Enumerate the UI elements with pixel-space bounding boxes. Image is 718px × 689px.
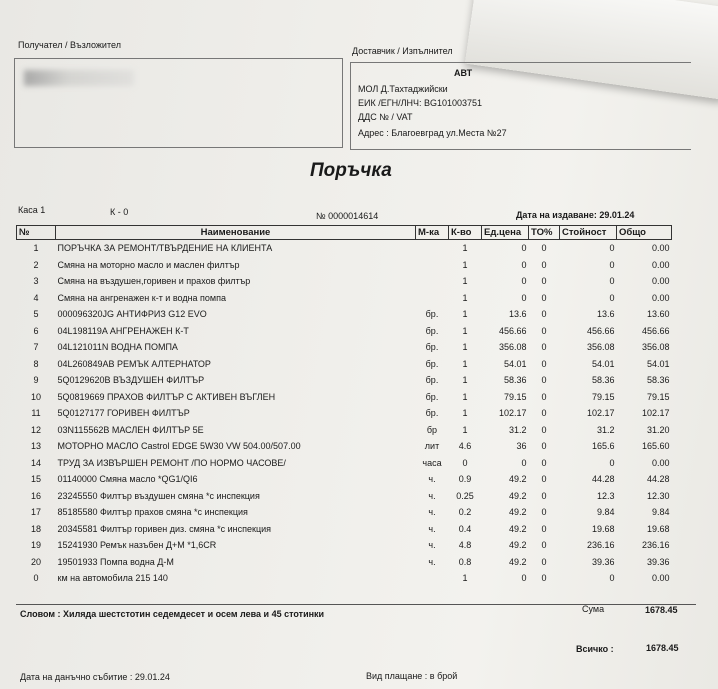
table-row [17,554,672,571]
sum-value: 1678.45 [645,605,678,615]
row-number: 17 [30,507,41,518]
item-name: 20345581 Филтър горивен диз. смяна *с инспекция [57,523,272,534]
item-discount: 0 [541,507,547,518]
row-number: 10 [30,391,41,402]
item-unit: бр. [425,375,439,386]
item-unit [416,257,449,274]
redacted-receiver-name [24,70,134,86]
item-unit-price: 49.2 [508,523,527,534]
order-number: № 0000014614 [316,211,379,221]
item-total: 102.17 [641,408,670,419]
row-number: 0 [33,573,39,584]
item-quantity: 1 [462,424,468,435]
item-value: 0 [609,573,615,584]
item-total: 54.01 [646,358,670,369]
row-number: 11 [31,408,41,419]
item-name: 5Q0127177 ГОРИВЕН ФИЛТЪР [57,408,190,419]
item-unit: лит [424,441,440,452]
table-row [17,455,672,472]
document-title: Поръчка [310,160,392,181]
item-value: 0 [609,243,615,254]
item-discount: 0 [541,358,547,369]
item-total: 31.20 [646,424,670,435]
item-name: 15241930 Ремък назъбен Д+М *1,6CR [57,540,217,551]
row-number: 6 [33,325,39,336]
item-discount: 0 [541,276,547,287]
payment-method: Вид плащане : в брой [366,671,458,681]
table-row [17,504,672,521]
supplier-address: Адрес : Благоевград ул.Места №27 [358,128,507,138]
item-unit-price: 49.2 [508,490,527,501]
row-number: 12 [30,424,41,435]
table-row [17,339,672,356]
receiver-label: Получател / Възложител [18,40,121,50]
item-quantity: 1 [462,391,468,402]
item-quantity: 0.2 [458,507,472,518]
table-row [17,389,672,406]
supplier-eik: ЕИК /ЕГН/ЛНЧ: BG101003751 [358,98,483,108]
amount-in-words: Словом : Хиляда шестстотин седемдесет и осем лева и 45 стотинки [20,609,325,619]
item-name: ТРУД ЗА ИЗВЪРШЕН РЕМОНТ /ПО НОРМО ЧАСОВЕ/ [57,457,286,468]
item-name: Смяна на въздушен,горивен и прахов филтър [57,276,251,287]
item-discount: 0 [541,573,547,584]
table-row [17,240,672,257]
item-quantity: 1 [462,358,468,369]
row-number: 9 [33,375,39,386]
table-row [17,521,672,538]
item-total: 356.08 [641,342,670,353]
item-unit: ч. [428,474,436,485]
col-header-qty: К-во [449,226,482,240]
item-value: 79.15 [591,391,615,402]
sum-label: Сума [582,604,605,614]
item-unit-price: 102.17 [498,408,527,419]
item-value: 0 [609,292,615,303]
item-unit-price: 0 [521,292,527,303]
item-total: 79.15 [646,391,670,402]
item-total: 0.00 [651,259,670,270]
item-unit: ч. [428,490,436,501]
item-discount: 0 [541,556,547,567]
item-unit [416,290,449,307]
item-quantity: 1 [462,573,468,584]
item-unit: бр. [425,408,439,419]
item-discount: 0 [541,375,547,386]
item-quantity: 1 [462,243,468,254]
row-number: 5 [33,309,39,320]
item-total: 58.36 [646,375,670,386]
item-unit-price: 356.08 [498,342,527,353]
table-row [17,306,672,323]
item-quantity: 1 [462,309,468,320]
row-number: 13 [30,441,41,452]
item-unit [416,570,449,587]
table-row [17,405,672,422]
item-unit-price: 54.01 [503,358,527,369]
col-header-unit-price: Ед.цена [482,226,529,240]
item-unit-price: 49.2 [508,507,527,518]
item-name: 04L260849AB РЕМЪК АЛТЕРНАТОР [57,358,211,369]
item-unit: ч. [428,523,436,534]
item-unit [416,273,449,290]
item-discount: 0 [541,490,547,501]
supplier-name: АВТ [454,68,473,78]
item-quantity: 1 [462,276,468,287]
item-discount: 0 [541,243,547,254]
item-total: 39.36 [646,556,670,567]
col-header-name: Наименование [56,226,416,240]
cash-register: Каса 1 [18,205,46,215]
item-total: 165.60 [641,441,670,452]
item-unit-price: 79.15 [503,391,527,402]
row-number: 1 [33,243,39,254]
item-name: 19501933 Помпа водна Д-М [57,556,174,567]
col-header-unit: М-ка [416,226,449,240]
item-unit-price: 0 [521,243,527,254]
item-value: 236.16 [586,540,615,551]
item-total: 0.00 [651,457,670,468]
item-unit: бр. [425,342,439,353]
row-number: 19 [30,540,41,551]
item-value: 13.6 [596,309,615,320]
item-quantity: 1 [462,342,468,353]
row-number: 3 [33,276,39,287]
item-unit-price: 456.66 [498,325,527,336]
item-unit-price: 0 [521,259,527,270]
item-discount: 0 [541,408,547,419]
item-total: 0.00 [651,573,670,584]
item-value: 9.84 [596,507,615,518]
item-discount: 0 [541,523,547,534]
item-name: Смяна на ангренажен к-т и водна помпа [57,292,226,303]
row-number: 8 [33,358,39,369]
item-unit-price: 58.36 [503,375,527,386]
item-unit: часа [422,457,442,468]
total-value: 1678.45 [646,643,679,653]
row-number: 7 [33,342,39,353]
item-unit: бр. [425,325,439,336]
table-row [17,422,672,439]
item-name: МОТОРНО МАСЛО Castrol EDGE 5W30 VW 504.00/507.00 [57,441,301,452]
table-row [17,372,672,389]
item-total: 13.60 [646,309,670,320]
item-quantity: 1 [462,325,468,336]
item-total: 19.68 [646,523,670,534]
supplier-label: Доставчик / Изпълнител [352,46,453,56]
table-row [17,323,672,340]
item-unit-price: 49.2 [508,540,527,551]
item-unit-price: 36 [516,441,527,452]
k-field: К - 0 [110,207,129,217]
table-row [17,257,672,274]
item-name: ПОРЪЧКА ЗА РЕМОНТ/ТВЪРДЕНИЕ НА КЛИЕНТА [57,243,273,254]
item-name: 03N115562B МАСЛЕН ФИЛТЪР 5Е [57,424,204,435]
item-value: 12.3 [596,490,615,501]
item-quantity: 0 [462,457,468,468]
item-discount: 0 [541,457,547,468]
col-header-value: Стойност [560,226,617,240]
item-total: 9.84 [651,507,670,518]
row-number: 18 [30,523,41,534]
item-value: 58.36 [591,375,615,386]
item-total: 44.28 [646,474,670,485]
item-value: 102.17 [586,408,615,419]
item-quantity: 1 [462,408,468,419]
table-row [17,356,672,373]
row-number: 4 [33,292,39,303]
item-quantity: 4.8 [458,540,472,551]
item-discount: 0 [541,424,547,435]
item-value: 0 [609,259,615,270]
item-total: 0.00 [651,276,670,287]
item-name: 5Q0129620B ВЪЗДУШЕН ФИЛТЪР [57,375,205,386]
item-discount: 0 [541,342,547,353]
item-unit: ч. [428,507,436,518]
item-unit-price: 49.2 [508,556,527,567]
item-name: 04L198119A АНГРЕНАЖЕН К-Т [57,325,189,336]
item-total: 0.00 [651,292,670,303]
item-unit-price: 13.6 [508,309,527,320]
item-value: 19.68 [591,523,615,534]
col-header-total: Общо [617,226,672,240]
item-discount: 0 [541,309,547,320]
item-quantity: 1 [462,259,468,270]
row-number: 20 [30,556,41,567]
item-discount: 0 [541,259,547,270]
table-row [17,570,672,587]
item-name: 85185580 Филтър прахов смяна *с инспекция [57,507,248,518]
item-value: 31.2 [596,424,615,435]
table-row [17,537,672,554]
tax-event-date: Дата на данъчно събитие : 29.01.24 [20,672,170,682]
item-total: 12.30 [646,490,670,501]
item-unit: бр. [425,309,439,320]
row-number: 15 [30,474,41,485]
item-value: 44.28 [591,474,615,485]
item-name: 23245550 Филтър въздушен смяна *с инспекция [57,490,260,501]
item-unit-price: 49.2 [508,474,527,485]
item-value: 0 [609,457,615,468]
item-name: Смяна на моторно масло и маслен филтър [57,259,240,270]
item-value: 39.36 [591,556,615,567]
row-number: 14 [30,457,41,468]
item-quantity: 0.4 [458,523,472,534]
item-discount: 0 [541,292,547,303]
col-header-discount: ТО% [529,226,560,240]
item-value: 165.6 [591,441,615,452]
item-unit-price: 0 [521,276,527,287]
row-number: 16 [30,490,41,501]
item-quantity: 0.8 [458,556,472,567]
item-quantity: 0.25 [456,490,474,501]
item-unit-price: 0 [521,457,527,468]
item-total: 456.66 [641,325,670,336]
item-unit [416,240,449,257]
table-row [17,438,672,455]
item-discount: 0 [541,441,547,452]
total-label: Всичко : [576,644,614,654]
item-unit: ч. [428,540,436,551]
item-name: км на автомобила 215 140 [57,573,168,584]
supplier-mol: МОЛ Д.Тахтаджийски [358,84,448,94]
item-value: 456.66 [586,325,615,336]
item-name: 04L121011N ВОДНА ПОМПА [57,342,178,353]
table-row [17,488,672,505]
item-unit-price: 31.2 [508,424,527,435]
item-discount: 0 [541,540,547,551]
supplier-vat: ДДС № / VAT [358,112,413,122]
item-value: 54.01 [591,358,615,369]
items-table [16,225,672,587]
item-name: 01140000 Смяна масло *QG1/QI6 [57,474,198,485]
item-quantity: 1 [462,375,468,386]
item-quantity: 1 [462,292,468,303]
table-row [17,471,672,488]
table-row [17,273,672,290]
item-unit: бр. [425,358,439,369]
item-name: 5Q0819669 ПРАХОВ ФИЛТЪР С АКТИВЕН ВЪГЛЕН [57,391,276,402]
item-total: 0.00 [651,243,670,254]
table-header-row [17,226,672,240]
item-unit: бр [426,424,438,435]
item-unit-price: 0 [521,573,527,584]
table-row [17,290,672,307]
item-total: 236.16 [641,540,670,551]
item-discount: 0 [541,474,547,485]
row-number: 2 [33,259,39,270]
item-discount: 0 [541,391,547,402]
col-header-no: № [17,226,56,240]
item-unit: бр. [425,391,439,402]
item-discount: 0 [541,325,547,336]
item-value: 356.08 [586,342,615,353]
issue-date: Дата на издаване: 29.01.24 [516,210,635,220]
item-name: 000096320JG АНТИФРИЗ G12 EVO [57,309,207,320]
item-value: 0 [609,276,615,287]
item-unit: ч. [428,556,436,567]
item-quantity: 0.9 [458,474,472,485]
item-quantity: 4.6 [458,441,472,452]
